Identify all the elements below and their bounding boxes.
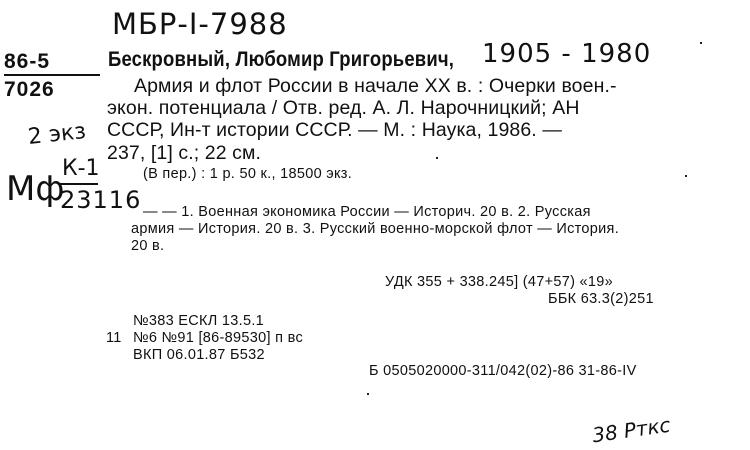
shelf-number-handwritten: 23116 <box>60 186 142 214</box>
speck <box>436 157 438 159</box>
author-dates-handwritten: 1905 - 1980 <box>482 39 652 69</box>
title-line-1: Армия и флот России в начале XX в. : Очерки воен.- <box>134 75 617 97</box>
processing-line-3: ВКП 06.01.87 Б532 <box>133 347 265 363</box>
author-name: Бескровный, Любомир Григорьевич, <box>108 48 455 71</box>
processing-line-2: №6 №91 [86-89530] п вс <box>133 330 303 346</box>
binding-price-line: (В пер.) : 1 р. 50 к., 18500 экз. <box>143 166 353 182</box>
speck <box>700 42 702 44</box>
title-line-3: СССР, Ин-т истории СССР. — М. : Наука, 1986. — <box>107 119 562 141</box>
call-number-line1: 86-5 <box>4 50 51 73</box>
call-number-line2: 7026 <box>4 78 55 101</box>
speck <box>685 175 687 177</box>
bbk-code: ББК 63.3(2)251 <box>548 291 654 307</box>
subject-line-1: — — 1. Военная экономика России — Историч. 20 в. 2. Русская <box>143 204 591 220</box>
title-line-2: экон. потенциала / Отв. ред. А. Л. Нарочницкий; АН <box>107 97 580 119</box>
subject-line-2: армия — История. 20 в. 3. Русский военно-морской флот — История. <box>131 221 620 237</box>
processing-left-number: 11 <box>106 330 122 346</box>
processing-line-1: №383 ЕСКЛ 13.5.1 <box>133 313 265 329</box>
subject-line-3: 20 в. <box>131 238 165 254</box>
udk-code: УДК 355 + 338.245] (47+57) «19» <box>385 274 614 290</box>
order-code: Б 0505020000-311/042(02)-86 31-86-IV <box>369 363 637 379</box>
handwritten-header-code: МБР-I-7988 <box>112 7 288 41</box>
fund-mark-handwritten: К-1 <box>62 156 100 181</box>
copies-mark-handwritten: 2 экз <box>26 119 88 150</box>
inventory-signature-handwritten: 38 Рткс <box>590 412 672 448</box>
shelf-prefix-handwritten: Мф <box>6 169 65 209</box>
call-number-divider <box>4 74 100 76</box>
title-line-4: 237, [1] с.; 22 см. <box>107 142 262 164</box>
speck <box>367 393 369 395</box>
